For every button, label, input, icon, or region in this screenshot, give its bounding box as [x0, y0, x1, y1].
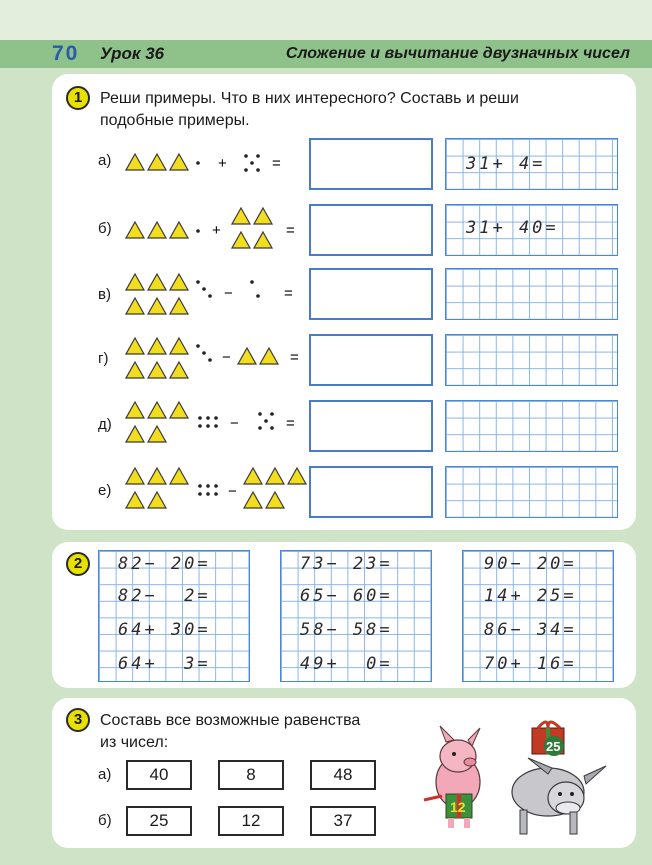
lesson-title: Урок 36	[100, 44, 165, 63]
t2-c2-r1: 73− 23=	[300, 554, 393, 574]
task-3-row-label-a: а)	[98, 766, 112, 783]
row-label-a: а)	[98, 152, 112, 169]
donkey-illustration	[512, 722, 606, 834]
row-label-e: е)	[98, 482, 112, 499]
task-3-badge: 3	[66, 708, 90, 732]
task-3-row-label-b: б)	[98, 812, 112, 829]
grid-e[interactable]	[445, 466, 618, 518]
grid-g[interactable]	[445, 334, 618, 386]
number-box-b2: 12	[218, 806, 284, 836]
number-box-a1: 40	[126, 760, 192, 790]
t2-c1-r1: 82− 20=	[118, 554, 211, 574]
answer-box-v[interactable]	[309, 268, 433, 320]
grid-d[interactable]	[445, 400, 618, 452]
pig-gift-number: 12	[450, 799, 466, 815]
answer-box-a[interactable]	[309, 138, 433, 190]
example-b: 31+ 40=	[466, 218, 559, 238]
svg-text:=: =	[286, 415, 295, 432]
svg-text:=: =	[284, 285, 293, 302]
task-3-instruction-line2: из чисел:	[100, 734, 169, 751]
answer-box-e[interactable]	[309, 466, 433, 518]
task-1-badge: 1	[66, 86, 90, 110]
top-margin	[0, 0, 652, 40]
svg-text:+: +	[212, 222, 221, 239]
expr-e	[126, 468, 325, 508]
number-box-a2: 8	[218, 760, 284, 790]
row-label-v: в)	[98, 286, 111, 303]
task-3-instruction-line1: Составь все возможные равенства	[100, 712, 361, 729]
number-box-b3: 37	[310, 806, 376, 836]
svg-text:−: −	[224, 285, 233, 302]
op-a: +	[218, 155, 227, 172]
row-label-g: г)	[98, 350, 109, 367]
t2-c2-r2: 65− 60=	[300, 586, 393, 606]
t2-c3-r4: 70+ 16=	[484, 654, 577, 674]
row-label-b: б)	[98, 220, 112, 237]
svg-text:−: −	[230, 415, 239, 432]
page-header	[0, 40, 652, 68]
expr-d	[126, 402, 295, 442]
grid-v[interactable]	[445, 268, 618, 320]
t2-c3-r2: 14+ 25=	[484, 586, 577, 606]
row-label-d: д)	[98, 416, 112, 433]
piglet-illustration	[424, 726, 480, 828]
svg-text:=: =	[290, 349, 299, 366]
expr-a	[126, 154, 281, 172]
t2-c3-r3: 86− 34=	[484, 620, 577, 640]
task-2-badge: 2	[66, 552, 90, 576]
topic-title: Сложение и вычитание двузначных чисел	[285, 45, 630, 62]
answer-box-g[interactable]	[309, 334, 433, 386]
t2-c3-r1: 90− 20=	[484, 554, 577, 574]
svg-text:=: =	[286, 222, 295, 239]
picture-expressions	[120, 134, 330, 534]
expr-b	[126, 208, 295, 248]
answer-box-b[interactable]	[309, 204, 433, 256]
expr-v	[126, 274, 293, 314]
t2-c1-r4: 64+ 3=	[118, 654, 211, 674]
t2-c1-r2: 82− 2=	[118, 586, 211, 606]
number-box-b1: 25	[126, 806, 192, 836]
t2-c1-r3: 64+ 30=	[118, 620, 211, 640]
expr-g	[126, 338, 299, 378]
t2-c2-r4: 49+ 0=	[300, 654, 393, 674]
answer-box-d[interactable]	[309, 400, 433, 452]
example-a: 31+ 4=	[466, 154, 546, 174]
task-1-instruction-line2: подобные примеры.	[100, 112, 250, 129]
number-box-a3: 48	[310, 760, 376, 790]
t2-c2-r3: 58− 58=	[300, 620, 393, 640]
svg-text:−: −	[228, 483, 237, 500]
donkey-gift-number: 25	[546, 739, 561, 754]
svg-text:=: =	[272, 155, 281, 172]
svg-text:−: −	[222, 349, 231, 366]
task-1-instruction-line1: Реши примеры. Что в них интересного? Составь и реши	[100, 90, 519, 107]
piglet-and-donkey-illustration	[420, 712, 620, 862]
page-number: 70	[52, 42, 80, 65]
